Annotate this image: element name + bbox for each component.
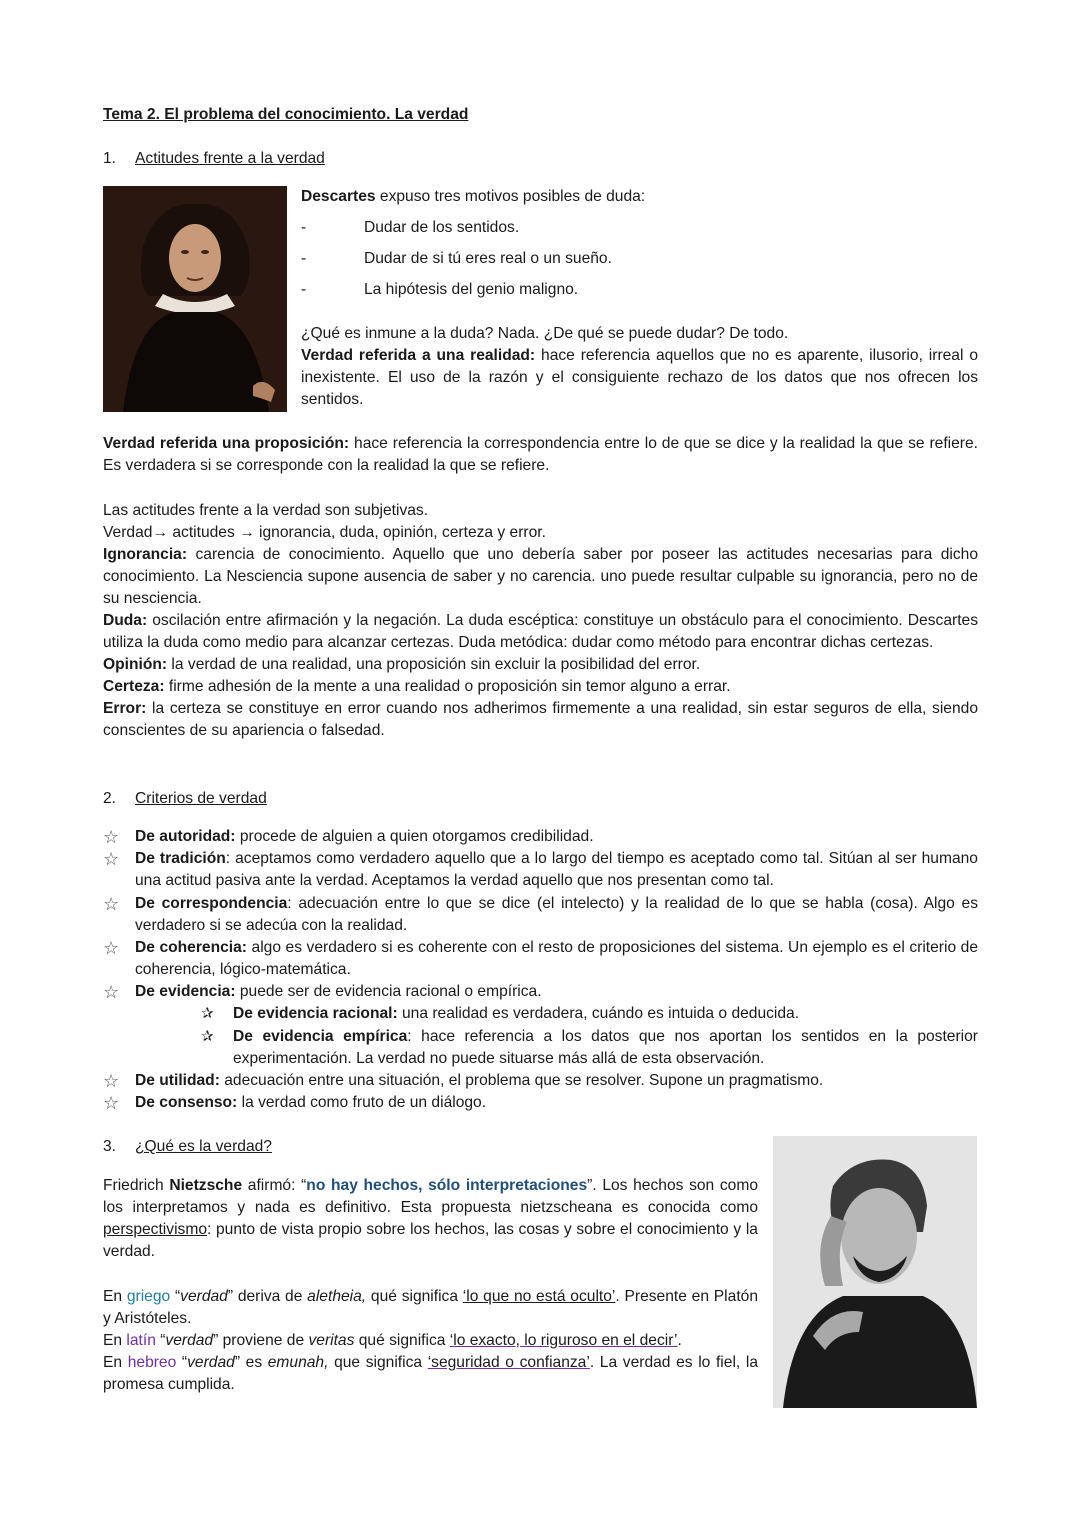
star-outline-icon: ☆ (103, 1071, 120, 1091)
section-1-heading: 1. Actitudes frente a la verdad (103, 150, 325, 167)
star-outline-icon: ☆ (103, 894, 120, 914)
star-outline-icon: ☆ (103, 827, 120, 847)
page-title: Tema 2. El problema del conocimiento. La verdad (103, 106, 469, 123)
criterio-item: ☆ De evidencia: puede ser de evidencia racional o empírica. (103, 982, 542, 1002)
section-3-heading: 3. ¿Qué es la verdad? (103, 1138, 272, 1155)
actitudes-block: Las actitudes frente a la verdad son subjetivas. Verdad→ actitudes → ignorancia, duda, opinión, certeza y error. Ignorancia: carencia de conocimiento. Aquello que uno debería saber por poseer las actitudes necesarias para dicho conocimiento. La Nesciencia supone ausencia de saber y no carencia. uno puede resultar culpable su ignorancia, pero no de su nesciencia. Duda: oscilación entre afirmación y la negación. La duda escéptica: constituye un obstáculo para el conocimiento. Descartes utiliza la duda como medio para alcanzar certezas. Duda metódica: dudar como método para encontrar dichas certezas. Opinión: la verdad de una realidad, una proposición sin excluir la posibilidad del error. Certeza: firme adhesión de la mente a una realidad o proposición sin temor alguno a errar. Error: la certeza se constituye en error cuando nos adherimos firmemente a una realidad, sin estar seguros de ella, siendo conscientes de su apariencia o falsedad. (103, 502, 978, 739)
descartes-lead: Descartes expuso tres motivos posibles de duda: (301, 188, 646, 205)
criterio-item: ☆ De tradición: aceptamos como verdadero aquello que a lo largo del tiempo es aceptado como tal. Sitúan al ser humano una actitud pasiva ante la verdad. Aceptamos la verdad aquello que nos presentan como tal. (103, 849, 978, 889)
descartes-question: ¿Qué es inmune a la duda? Nada. ¿De qué se puede dudar? De todo. Verdad referida a una realidad: hace referencia aquellos que no es aparente, ilusorio, irreal o inexistente. El uso de la razón y el consiguiente rechazo de los datos que nos ofrecen los sentidos. (301, 325, 979, 408)
criterio-item: ☆ De autoridad: procede de alguien a quien otorgamos credibilidad. (103, 827, 594, 847)
document-page: Tema 2. El problema del conocimiento. La verdad 1. Actitudes frente a la verdad Descartes expuso tres motivos posibles de duda: - Dudar de los sentidos. - Dudar de si tú eres real o un sueño. - La hipótesis del genio maligno. ¿Qué es inmune a la duda? Nada. ¿De qué se puede dudar? De todo. Verdad referida a una realidad: hace referencia aquellos que no es aparente, ilusorio, irreal o inexistente. El uso de la razón y el consiguiente rechazo de los datos que nos ofrecen los sentidos. Verdad referida una proposición: hace referencia la correspondencia entre lo de que se dice y la realidad la que se refiere. Es verdadera si se corresponde con la realidad la que se refiere. Las actitudes frente a la verdad son subjetivas. Verdad→ actitudes → ignorancia, duda, opinión, certeza y error. Ignorancia: carencia de conocimiento. Aquello que uno debería saber por poseer las actitudes necesarias para dicho conocimiento. La Nesciencia supone ausencia de saber y no carencia. uno puede resultar culpable su ignorancia, pero no de su nesciencia. Duda: oscilación entre afirmación y la negación. La duda escéptica: constituye un obstáculo para el conocimiento. Descartes utiliza la duda como medio para alcanzar certezas. Duda metódica: dudar como método para encontrar dichas certezas. Opinión: la verdad de una realidad, una proposición sin excluir la posibilidad del error. Certeza: firme adhesión de la mente a una realidad o proposición sin temor alguno a errar. Error: la certeza se constituye en error cuando nos adherimos firmemente a una realidad, sin estar seguros de ella, siendo conscientes de su apariencia o falsedad. 2. Criterios de verdad ☆ De autoridad: procede de alguien a quien otorgamos credibilidad. ☆ De tradición: aceptamos como verdadero aquello que a lo largo del tiempo es aceptado como tal. Sitúan al ser humano una actitud pasiva ante la verdad. Aceptamos la verdad aquello que nos presentan como tal. ☆ De correspondencia: adecuación entre lo que se dice (el intelecto) y la realidad de lo que se habla (cosa). Algo es verdadero si se adecúa con la realidad. ☆ De coherencia: algo es verdadero si es coherente con el resto de proposiciones del sistema. Un ejemplo es el criterio de coherencia, lógico-matemática. ☆ De evidencia: puede ser de evidencia racional o empírica. ✰ De evidencia racional: una realidad es verdadera, cuándo es intuida o deducida. ✰ De evidencia empírica: hace referencia a los datos que nos aportan los sentidos en la posterior experimentación. La verdad no puede situarse más allá de esta observación. ☆ De utilidad: adecuación entre una situación, el problema que se resolver. Supone un pragmatismo. ☆ De consenso: la verdad como fruto de un diálogo. 3. ¿Qué es la verdad? Friedrich Nietzsche afirmó: “no hay hechos, sólo interpretaciones”. Los hechos son como los interpretamos y nada es definitivo. Esta propuesta nietzscheana es conocida como perspectivismo: punto de vista propio sobre los hechos, las cosas y sobre el conocimiento y la verdad. En griego “verdad” deriva de aletheia, qué significa ‘lo que no está oculto’. Presente en Platón y Aristóteles. En latín “verdad” proviene de veritas qué significa ‘lo exacto, lo riguroso en el decir’. En hebreo “verdad” es emunah, que significa ‘seguridad o confianza’. La verdad es lo fiel, la promesa cumplida. (0, 0, 1080, 1527)
evidencia-item: ✰ De evidencia racional: una realidad es verdadera, cuándo es intuida o deducida. (201, 1003, 978, 1025)
star-outline-icon: ☆ (103, 982, 120, 1002)
criterio-item: ☆ De correspondencia: adecuación entre lo que se dice (el intelecto) y la realidad de lo que se habla (cosa). Algo es verdadero si se adecúa con la realidad. (103, 894, 978, 934)
descartes-portrait (103, 186, 287, 412)
nietzsche-paragraph: Friedrich Nietzsche afirmó: “no hay hechos, sólo interpretaciones”. Los hechos son como los interpretamos y nada es definitivo. Esta propuesta nietzscheana es conocida como perspectivismo: punto de vista propio sobre los hechos, las cosas y sobre el conocimiento y la verdad. (103, 1177, 759, 1260)
proposicion-paragraph: Verdad referida una proposición: hace referencia la correspondencia entre lo de que se dice y la realidad la que se refiere. Es verdadera si se corresponde con la realidad la que se refiere. (103, 435, 978, 474)
star-outline-icon: ☆ (103, 938, 120, 958)
star-outline-icon: ☆ (103, 849, 120, 869)
criterio-item: ☆ De coherencia: algo es verdadero si es coherente con el resto de proposiciones del sistema. Un ejemplo es el criterio de coherencia, lógico-matemática. (103, 938, 978, 978)
star-filled-icon: ✰ (201, 1028, 214, 1045)
etimologia-block: En griego “verdad” deriva de aletheia, qué significa ‘lo que no está oculto’. Presente en Platón y Aristóteles. En latín “verdad” proviene de veritas qué significa ‘lo exacto, lo riguroso en el decir’. En hebreo “verdad” es emunah, que significa ‘seguridad o confianza’. La verdad es lo fiel, la promesa cumplida. (103, 1288, 759, 1393)
evidencia-item: ✰ De evidencia empírica: hace referencia a los datos que nos aportan los sentidos en la posterior experimentación. La verdad no puede situarse más allá de esta observación. (201, 1028, 978, 1067)
criterio-item: ☆ De consenso: la verdad como fruto de un diálogo. (103, 1093, 487, 1113)
criterio-item: ☆ De utilidad: adecuación entre una situación, el problema que se resolver. Supone un pragmatismo. (103, 1071, 824, 1091)
star-filled-icon: ✰ (201, 1005, 214, 1022)
nietzsche-portrait (773, 1136, 977, 1408)
star-outline-icon: ☆ (103, 1093, 120, 1113)
section-2-heading: 2. Criterios de verdad (103, 790, 267, 807)
